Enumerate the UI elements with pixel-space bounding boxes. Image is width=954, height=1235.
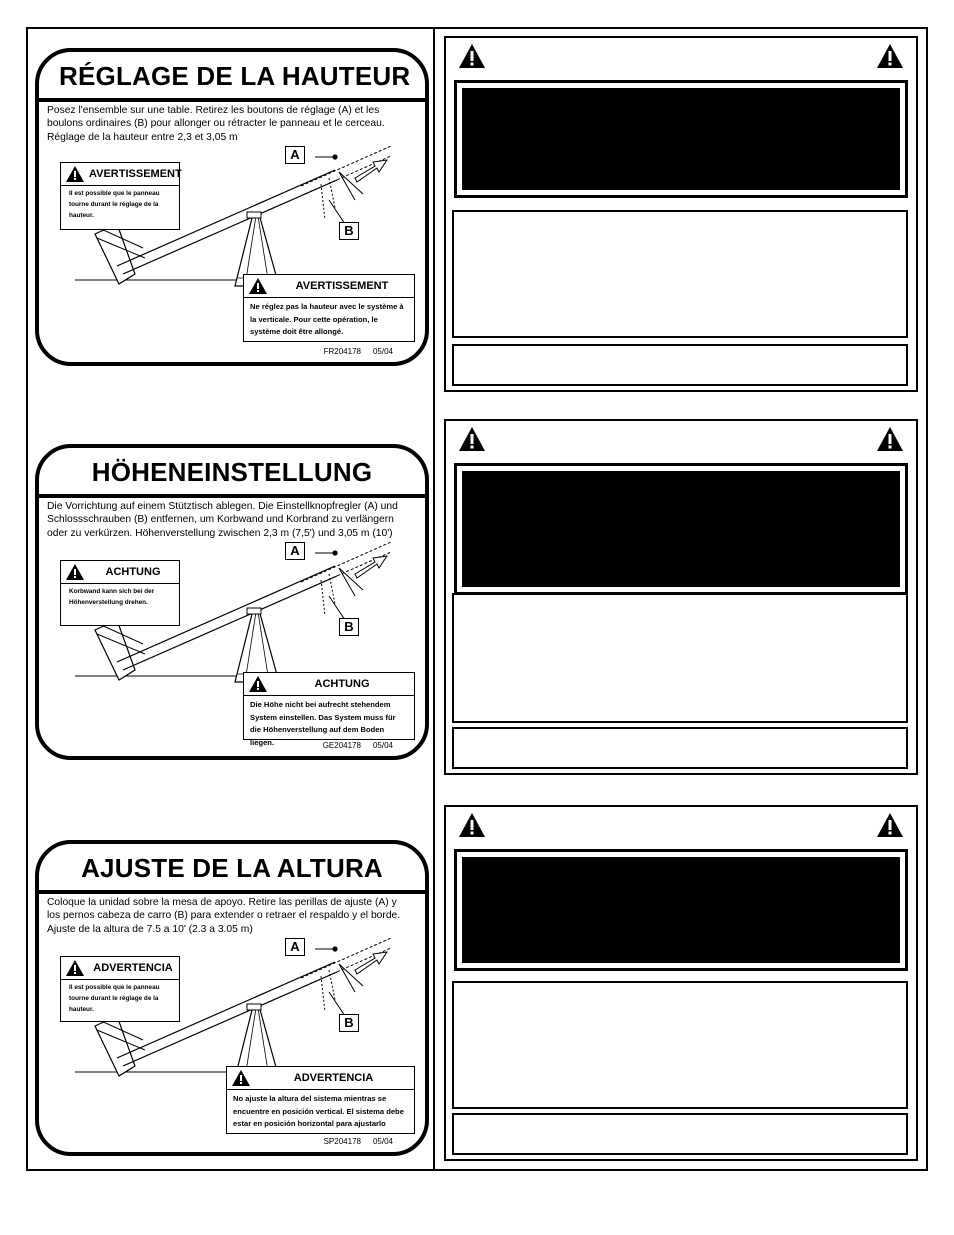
message-panel [452, 981, 908, 1109]
warning-triangle-icon [65, 165, 85, 183]
footer-panel [452, 727, 908, 769]
label-title: AJUSTE DE LA ALTURA [81, 853, 383, 883]
warning-triangle-icon [458, 43, 486, 69]
marker-a: A [285, 542, 305, 560]
warning-box-vertical [243, 274, 415, 342]
message-panel [452, 210, 908, 338]
warning-header [227, 1067, 414, 1090]
revision-date: 05/04 [372, 347, 393, 356]
label-code [311, 741, 393, 750]
footer-panel [452, 344, 908, 386]
label-title: RÉGLAGE DE LA HAUTEUR [59, 61, 411, 91]
warning-triangle-icon [65, 563, 85, 581]
warning-box-rotate [60, 560, 180, 626]
safety-label-panel-3 [444, 805, 918, 1161]
signal-word-panel [454, 849, 908, 971]
label-code [312, 1137, 393, 1146]
warning-text: No ajuste la altura del sistema mientras se encuentre en posición vertical. El sistema debe estar en posición horizontal para ajustarlo [233, 1094, 404, 1128]
warning-triangle-icon [248, 675, 268, 693]
safety-label-panel-1 [444, 36, 918, 392]
warning-triangle-icon [65, 959, 85, 977]
marker-b: B [339, 618, 359, 636]
warning-title: ADVERTENCIA [293, 1072, 374, 1084]
height-adjust-label-de [35, 444, 429, 760]
warning-triangle-icon [876, 812, 904, 838]
part-number: SP204178 [323, 1137, 361, 1146]
warning-title: ACHTUNG [314, 678, 370, 690]
footer-panel [452, 1113, 908, 1155]
warning-triangle-icon [876, 43, 904, 69]
height-adjust-label-es [35, 840, 429, 1156]
label-code [312, 347, 393, 356]
revision-date: 05/04 [372, 741, 393, 750]
part-number: GE204178 [322, 741, 361, 750]
label-title: HÖHENEINSTELLUNG [91, 457, 373, 487]
signal-word-panel [454, 463, 908, 595]
warning-text: Ne réglez pas la hauteur avec le système à la verticale. Pour cette opération, le système doit être allongé. [250, 302, 404, 336]
warning-text: Die Höhe nicht bei aufrecht stehendem System einstellen. Das System muss für die Höhenverstellung auf dem Boden liegen. [250, 700, 396, 747]
revision-date: 05/04 [372, 1137, 393, 1146]
part-number: FR204178 [323, 347, 361, 356]
height-adjust-label-fr [35, 48, 429, 366]
safety-label-panel-2 [444, 419, 918, 775]
label-description: Posez l'ensemble sur une table. Retirez les boutons de réglage (A) et les boulons ordinaires (B) pour allonger ou rétracter le panneau et le cerceau. Réglage de la hauteur entre 2,3 et 3,05 m [47, 105, 385, 143]
marker-a: A [285, 938, 305, 956]
marker-a: A [285, 146, 305, 164]
warning-triangle-icon [458, 426, 486, 452]
warning-title: AVERTISSEMENT [295, 280, 389, 292]
warning-triangle-icon [248, 277, 268, 295]
warning-triangle-icon [458, 812, 486, 838]
warning-text: Korbwand kann sich bei der Höhenverstellung drehen. [69, 588, 155, 606]
column-divider [433, 27, 435, 1171]
label-description: Coloque la unidad sobre la mesa de apoyo. Retire las perillas de ajuste (A) y los pernos cabeza de carro (B) para extender o retraer el respaldo y el borde. Ajuste de la altura de 7.5 a 10' (2.3 a 3.05 m) [47, 897, 401, 935]
warning-header [61, 957, 179, 980]
signal-word-panel [454, 80, 908, 198]
warning-triangle-icon [231, 1069, 251, 1087]
warning-title: ACHTUNG [105, 566, 161, 578]
warning-header [244, 275, 414, 298]
warning-header [244, 673, 414, 696]
warning-title: AVERTISSEMENT [89, 168, 182, 180]
marker-b: B [339, 222, 359, 240]
label-description: Die Vorrichtung auf einem Stütztisch ablegen. Die Einstellknopfregler (A) und Schlossschrauben (B) entfernen, um Korbwand und Korbrand zu verlängern oder zu verkürzen. Höhenverstellung zwischen 2,3 m (7,5') und 3,05 m (10') [47, 501, 398, 539]
warning-text: Il est possible que le panneau tourne durant le réglage de la hauteur. [69, 984, 160, 1013]
warning-header [61, 163, 182, 186]
message-panel [452, 593, 908, 723]
warning-header [61, 561, 179, 584]
warning-box-rotate [60, 162, 180, 230]
warning-triangle-icon [876, 426, 904, 452]
marker-b: B [339, 1014, 359, 1032]
warning-text: Il est possible que le panneau tourne durant le réglage de la hauteur. [69, 190, 160, 219]
warning-title: ADVERTENCIA [93, 962, 173, 974]
warning-box-rotate [60, 956, 180, 1022]
warning-box-vertical [226, 1066, 415, 1134]
